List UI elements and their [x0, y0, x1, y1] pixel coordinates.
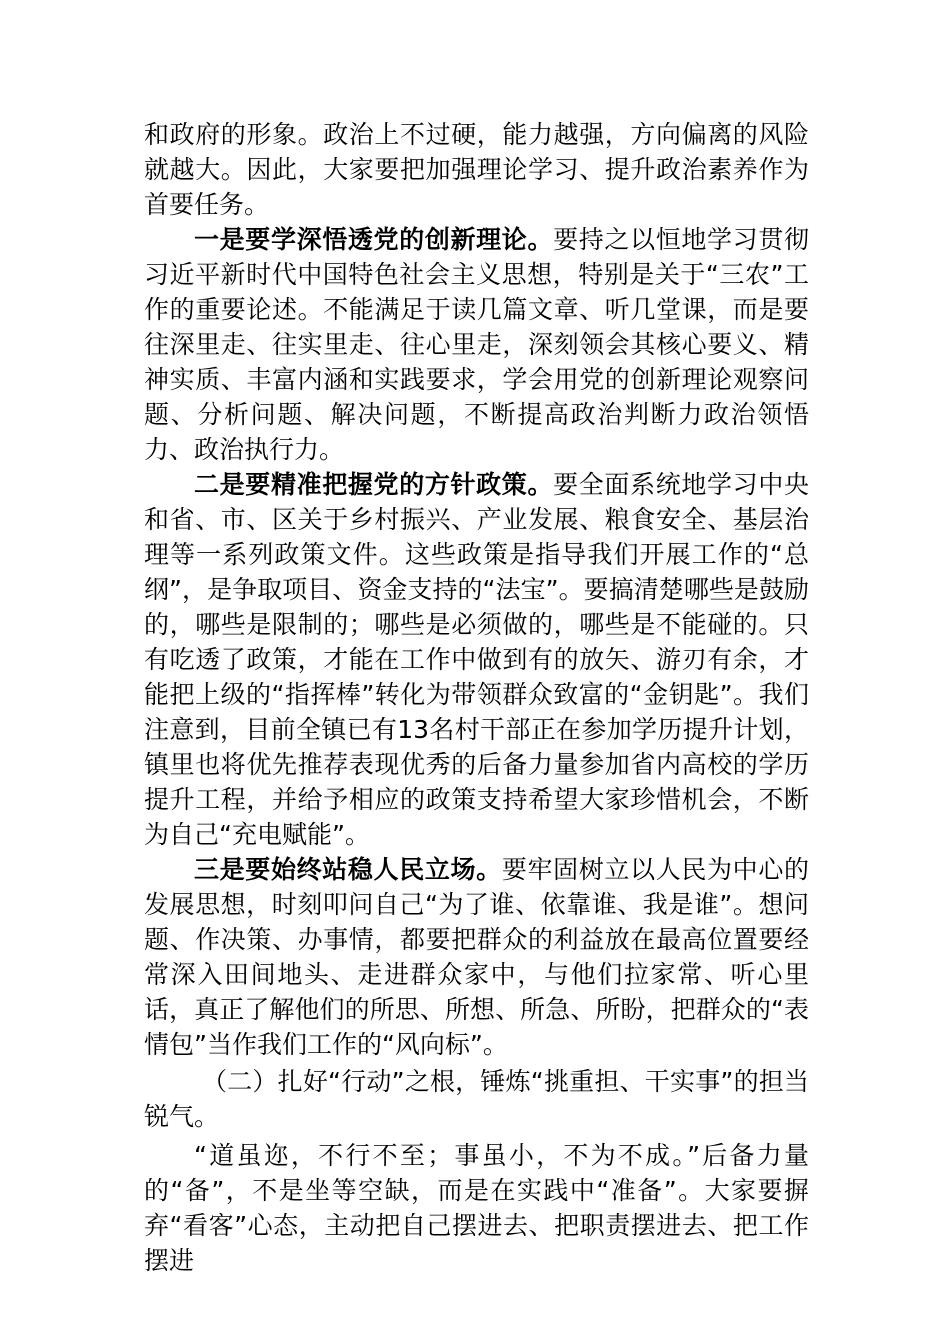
paragraph-quote [144, 1138, 809, 1278]
paragraph-point-two [144, 467, 809, 852]
paragraph-lead-bold: 三是要始终站稳人民立场。 [194, 855, 502, 884]
paragraph-text: 和政府的形象。政治上不过硬，能力越强，方向偏离的风险就越大。因此，大家要把加强理论学习、提升政治素养作为首要任务。 [144, 120, 809, 219]
paragraph-point-one [144, 222, 809, 467]
paragraph-text: “道虽迩，不行不至；事虽小，不为不成。”后备力量的“备”，不是坐等空缺，而是在实践中“准备”。大家要摒弃“看客”心态，主动把自己摆进去、把职责摆进去、把工作摆进 [144, 1141, 809, 1275]
paragraph-text: 要持之以恒地学习贯彻习近平新时代中国特色社会主义思想，特别是关于“三农”工作的重要论述。不能满足于读几篇文章、听几堂课，而是要往深里走、往实里走、往心里走，深刻领会其核心要义、精神实质、丰富内涵和实践要求，学会用党的创新理论观察问题、分析问题、解决问题，不断提高政治判断力政治领悟力、政治执行力。 [144, 225, 809, 464]
section-heading-text: （二）扎好“行动”之根，锤炼“挑重担、干实事”的担当锐气。 [144, 1067, 809, 1131]
paragraph-continuation [144, 117, 809, 222]
paragraph-lead-bold: 一是要学深悟透党的创新理论。 [194, 225, 554, 254]
paragraph-text: 要牢固树立以人民为中心的发展思想，时刻叩问自己“为了谁、依靠谁、我是谁”。想问题、作决策、办事情，都要把群众的利益放在最高位置要经常深入田间地头、走进群众家中，与他们拉家常、听心里话，真正了解他们的所思、所想、所急、所盼，把群众的“表情包”当作我们工作的“风向标”。 [144, 855, 809, 1059]
document-body [144, 117, 809, 1278]
paragraph-lead-bold: 二是要精准把握党的方针政策。 [194, 470, 554, 499]
section-heading [144, 1064, 809, 1134]
paragraph-point-three [144, 852, 809, 1062]
paragraph-text: 要全面系统地学习中央和省、市、区关于乡村振兴、产业发展、粮食安全、基层治理等一系列政策文件。这些政策是指导我们开展工作的“总纲”，是争取项目、资金支持的“法宝”。要搞清楚哪些是鼓励的，哪些是限制的；哪些是必须做的，哪些是不能碰的。只有吃透了政策，才能在工作中做到有的放矢、游刃有余，才能把上级的“指挥棒”转化为带领群众致富的“金钥匙”。我们注意到，目前全镇已有13名村干部正在参加学历提升计划，镇里也将优先推荐表现优秀的后备力量参加省内高校的学历提升工程，并给予相应的政策支持希望大家珍惜机会，不断为自己“充电赋能”。 [144, 470, 809, 849]
